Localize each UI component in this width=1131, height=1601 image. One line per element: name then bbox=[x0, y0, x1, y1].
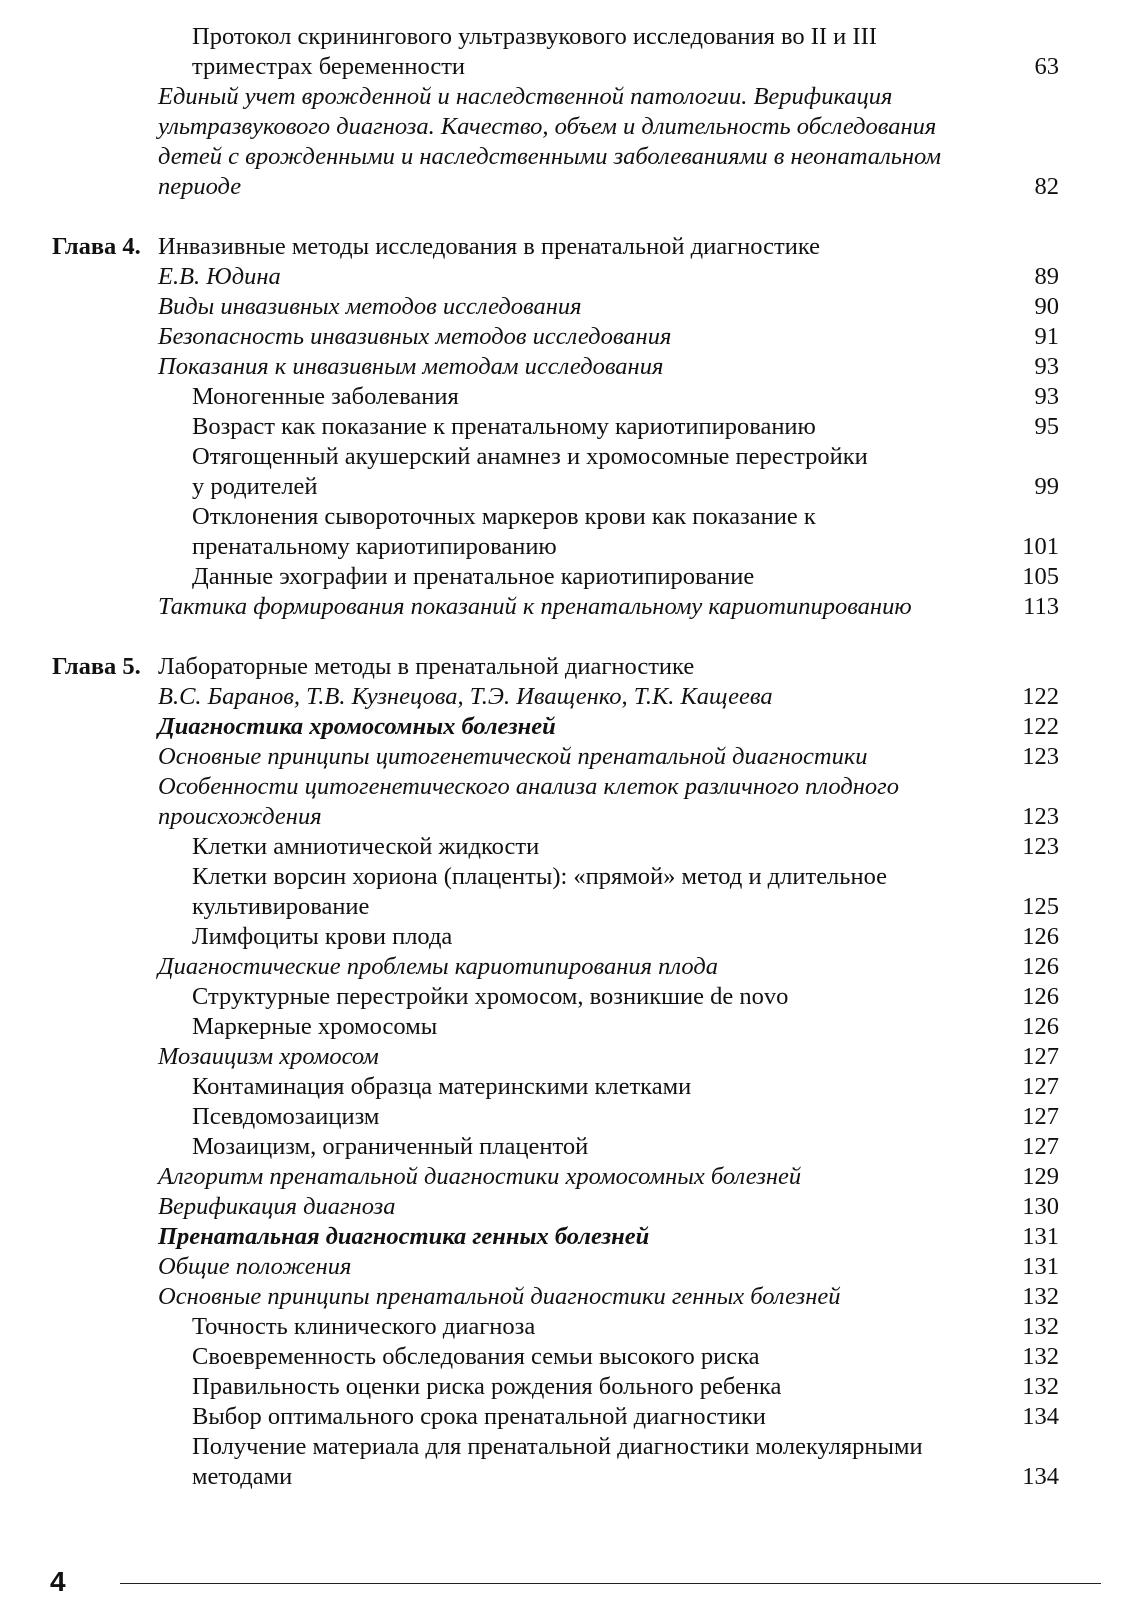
toc-entry-title: Виды инвазивных методов исследования bbox=[158, 293, 582, 320]
toc-entry-page: 113 bbox=[1023, 593, 1059, 620]
toc-entry bbox=[0, 922, 1131, 952]
toc-entry-page: 126 bbox=[1022, 953, 1059, 980]
toc-entry bbox=[0, 1282, 1131, 1312]
toc-entry-title: Особенности цитогенетического анализа клеток различного плодного bbox=[158, 773, 899, 800]
toc-entry-page: 93 bbox=[1034, 353, 1059, 380]
toc-entry bbox=[0, 802, 1131, 832]
toc-entry bbox=[0, 1102, 1131, 1132]
toc-entry-title: Отклонения сывороточных маркеров крови как показание к bbox=[192, 503, 816, 530]
toc-entry bbox=[0, 412, 1131, 442]
toc-entry-title: Возраст как показание к пренатальному кариотипированию bbox=[192, 413, 816, 440]
toc-entry-page: 126 bbox=[1022, 923, 1059, 950]
toc-entry-title: Выбор оптимального срока пренатальной диагностики bbox=[192, 1403, 766, 1430]
toc-entry-page: 127 bbox=[1022, 1073, 1059, 1100]
toc-entry bbox=[0, 1252, 1131, 1282]
toc-entry bbox=[0, 532, 1131, 562]
toc-entry-page: 125 bbox=[1022, 893, 1059, 920]
toc-entry bbox=[0, 1072, 1131, 1102]
toc-entry-page: 126 bbox=[1022, 1013, 1059, 1040]
toc-entry-page: 123 bbox=[1022, 743, 1059, 770]
toc-entry-page: 132 bbox=[1022, 1373, 1059, 1400]
toc-entry bbox=[0, 352, 1131, 382]
toc-entry-title: Единый учет врожденной и наследственной патологии. Верификация bbox=[158, 83, 893, 110]
toc-entry-title: Основные принципы цитогенетической пренатальной диагностики bbox=[158, 743, 868, 770]
toc-entry-page: 131 bbox=[1022, 1253, 1059, 1280]
chapter-heading bbox=[0, 232, 1131, 262]
toc-entry-page: 126 bbox=[1022, 983, 1059, 1010]
toc-entry bbox=[0, 1432, 1131, 1462]
toc-entry-title: Протокол скринингового ультразвукового исследования во II и III bbox=[192, 23, 877, 50]
section-spacer bbox=[0, 622, 1131, 652]
toc-entry-title: Получение материала для пренатальной диагностики молекулярными bbox=[192, 1433, 923, 1460]
toc-entry bbox=[0, 262, 1131, 292]
toc-entry-page: 93 bbox=[1034, 383, 1059, 410]
toc-entry-page: 63 bbox=[1034, 53, 1059, 80]
toc-entry-page: 132 bbox=[1022, 1313, 1059, 1340]
toc-entry-title: происхождения bbox=[158, 803, 322, 830]
chapter-title: Инвазивные методы исследования в пренатальной диагностике bbox=[158, 233, 821, 260]
toc-entry-page: 95 bbox=[1034, 413, 1059, 440]
toc-entry-title: Диагностика хромосомных болезней bbox=[158, 713, 556, 740]
toc-entry bbox=[0, 142, 1131, 172]
toc-entry bbox=[0, 472, 1131, 502]
toc-entry-title: Диагностические проблемы кариотипирования плода bbox=[158, 953, 718, 980]
toc-entry-title: Данные эхографии и пренатальное кариотипирование bbox=[192, 563, 755, 590]
toc-entry bbox=[0, 442, 1131, 472]
toc-entry bbox=[0, 1222, 1131, 1252]
toc-entry bbox=[0, 772, 1131, 802]
toc-entry bbox=[0, 1462, 1131, 1492]
toc-entry-title: Е.В. Юдина bbox=[158, 263, 281, 290]
toc-entry bbox=[0, 1162, 1131, 1192]
toc-entry-title: Показания к инвазивным методам исследования bbox=[158, 353, 664, 380]
toc-entry-title: Безопасность инвазивных методов исследования bbox=[158, 323, 672, 350]
toc-entry-title: Верификация диагноза bbox=[158, 1193, 396, 1220]
page-number: 4 bbox=[50, 1566, 66, 1597]
toc-entry bbox=[0, 1132, 1131, 1162]
toc-entry-title: Тактика формирования показаний к пренатальному кариотипированию bbox=[158, 593, 912, 620]
toc-entry bbox=[0, 1312, 1131, 1342]
toc-entry-page: 91 bbox=[1034, 323, 1059, 350]
toc-entry bbox=[0, 892, 1131, 922]
toc-entry-page: 129 bbox=[1022, 1163, 1059, 1190]
section-spacer bbox=[0, 202, 1131, 232]
toc-entry-page: 132 bbox=[1022, 1283, 1059, 1310]
toc-entry-title: детей с врожденными и наследственными заболеваниями в неонатальном bbox=[158, 143, 942, 170]
toc-entry bbox=[0, 742, 1131, 772]
toc-entry-title: культивирование bbox=[192, 893, 370, 920]
toc-entry bbox=[0, 562, 1131, 592]
toc-entry-title: Контаминация образца материнскими клетками bbox=[192, 1073, 692, 1100]
footer-rule bbox=[120, 1583, 1101, 1584]
toc-entry bbox=[0, 832, 1131, 862]
chapter-title: Лабораторные методы в пренатальной диагностике bbox=[158, 653, 695, 680]
toc-entry-page: 90 bbox=[1034, 293, 1059, 320]
toc-entry-page: 123 bbox=[1022, 803, 1059, 830]
toc-entry-page: 134 bbox=[1022, 1403, 1059, 1430]
toc-entry-title: Структурные перестройки хромосом, возникшие de novo bbox=[192, 983, 789, 1010]
toc-entry-page: 122 bbox=[1022, 683, 1059, 710]
toc-entry bbox=[0, 382, 1131, 412]
toc-entry-page: 127 bbox=[1022, 1043, 1059, 1070]
toc-entry bbox=[0, 982, 1131, 1012]
toc-entry-page: 123 bbox=[1022, 833, 1059, 860]
toc-entry-title: методами bbox=[192, 1463, 293, 1490]
toc-entry-title: Правильность оценки риска рождения больного ребенка bbox=[192, 1373, 782, 1400]
chapter-label: Глава 5. bbox=[52, 653, 141, 680]
toc-entry-title: Пренатальная диагностика генных болезней bbox=[158, 1223, 650, 1250]
chapter-label: Глава 4. bbox=[52, 233, 141, 260]
toc-entry bbox=[0, 22, 1131, 52]
toc-entry-title: Основные принципы пренатальной диагностики генных болезней bbox=[158, 1283, 841, 1310]
toc-entry bbox=[0, 1192, 1131, 1222]
toc-entry bbox=[0, 292, 1131, 322]
toc-entry bbox=[0, 682, 1131, 712]
toc-entry bbox=[0, 1042, 1131, 1072]
toc-entry-page: 127 bbox=[1022, 1103, 1059, 1130]
toc-entry-page: 127 bbox=[1022, 1133, 1059, 1160]
toc-entry-title: Отягощенный акушерский анамнез и хромосомные перестройки bbox=[192, 443, 868, 470]
toc-entry-title: ультразвукового диагноза. Качество, объем и длительность обследования bbox=[158, 113, 937, 140]
toc-entry bbox=[0, 862, 1131, 892]
toc-entry-page: 134 bbox=[1022, 1463, 1059, 1490]
toc-entry-page: 132 bbox=[1022, 1343, 1059, 1370]
toc-entry-page: 105 bbox=[1022, 563, 1059, 590]
toc-entry bbox=[0, 1342, 1131, 1372]
toc-entry bbox=[0, 52, 1131, 82]
table-of-contents bbox=[0, 22, 1131, 1492]
toc-entry bbox=[0, 172, 1131, 202]
toc-entry-page: 89 bbox=[1034, 263, 1059, 290]
toc-entry-title: пренатальному кариотипированию bbox=[192, 533, 557, 560]
toc-entry-title: Моногенные заболевания bbox=[192, 383, 459, 410]
toc-entry-title: Мозаицизм хромосом bbox=[158, 1043, 379, 1070]
toc-entry-title: В.С. Баранов, Т.В. Кузнецова, Т.Э. Иващенко, Т.К. Кащеева bbox=[158, 683, 773, 710]
toc-entry-page: 130 bbox=[1022, 1193, 1059, 1220]
toc-entry bbox=[0, 502, 1131, 532]
toc-entry-page: 101 bbox=[1022, 533, 1059, 560]
toc-entry bbox=[0, 712, 1131, 742]
toc-entry-title: триместрах беременности bbox=[192, 53, 466, 80]
toc-entry bbox=[0, 1372, 1131, 1402]
toc-entry-title: Своевременность обследования семьи высокого риска bbox=[192, 1343, 760, 1370]
toc-entry bbox=[0, 112, 1131, 142]
toc-entry-title: Псевдомозаицизм bbox=[192, 1103, 380, 1130]
toc-entry-title: Лимфоциты крови плода bbox=[192, 923, 453, 950]
toc-entry bbox=[0, 592, 1131, 622]
toc-entry-title: Клетки амниотической жидкости bbox=[192, 833, 540, 860]
toc-entry-title: Общие положения bbox=[158, 1253, 352, 1280]
toc-entry-page: 82 bbox=[1034, 173, 1059, 200]
toc-entry bbox=[0, 1402, 1131, 1432]
toc-entry bbox=[0, 952, 1131, 982]
toc-entry bbox=[0, 322, 1131, 352]
toc-entry-page: 131 bbox=[1022, 1223, 1059, 1250]
toc-entry-title: Маркерные хромосомы bbox=[192, 1013, 438, 1040]
chapter-heading bbox=[0, 652, 1131, 682]
toc-entry-title: Точность клинического диагноза bbox=[192, 1313, 536, 1340]
toc-entry-title: Мозаицизм, ограниченный плацентой bbox=[192, 1133, 589, 1160]
toc-entry bbox=[0, 82, 1131, 112]
toc-entry-title: Алгоритм пренатальной диагностики хромосомных болезней bbox=[158, 1163, 802, 1190]
toc-entry-title: у родителей bbox=[192, 473, 318, 500]
toc-entry-title: Клетки ворсин хориона (плаценты): «прямой» метод и длительное bbox=[192, 863, 887, 890]
toc-entry bbox=[0, 1012, 1131, 1042]
toc-entry-page: 122 bbox=[1022, 713, 1059, 740]
toc-entry-title: периоде bbox=[158, 173, 242, 200]
toc-entry-page: 99 bbox=[1034, 473, 1059, 500]
